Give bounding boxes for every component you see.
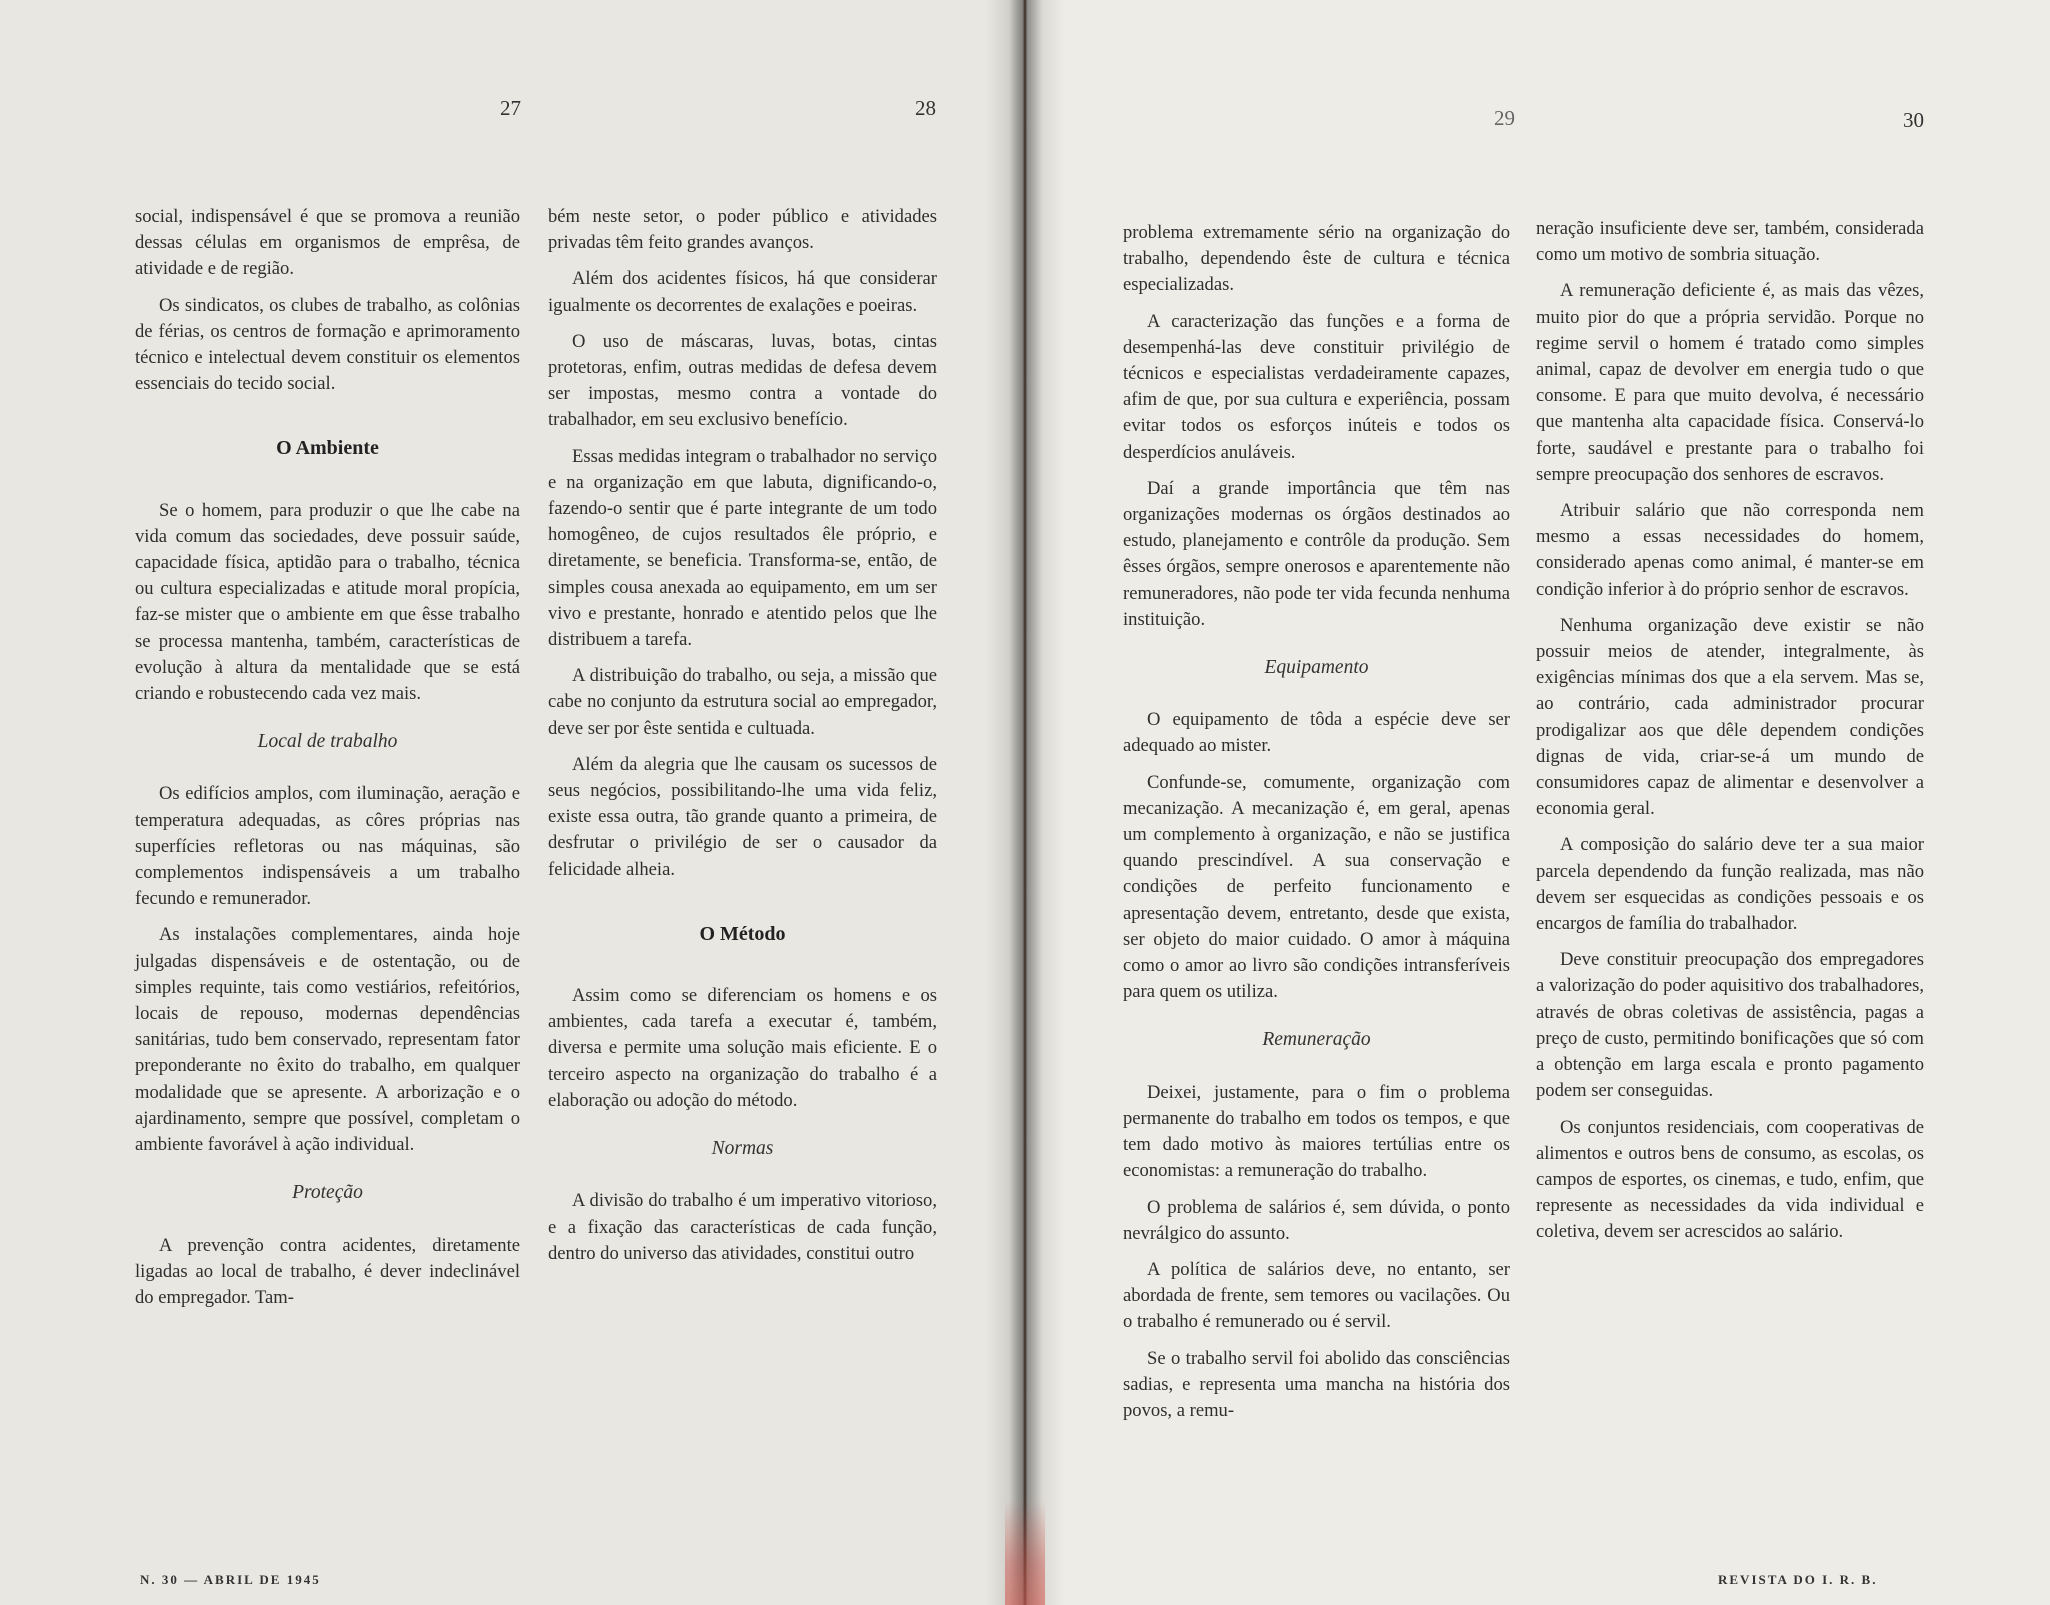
column-page-30 <box>1536 216 1924 1256</box>
book-gutter <box>985 0 1065 1605</box>
column-page-27 <box>135 204 520 1321</box>
subheading-local-de-trabalho: Local de trabalho <box>257 731 398 753</box>
paragraph: problema extremamente sério na organização do trabalho, dependendo êste de cultura e técnica especializadas. <box>1123 222 1510 296</box>
paragraph: social, indispensável é que se promova a reunião dessas células em organismos de emprêsa, de atividade e de região. <box>135 206 520 280</box>
paragraph: Nenhuma organização deve existir se não possuir meios de atender, integralmente, às exigências mínimas dos que a ela servem. Mas se, ao contrário, cada administrador procurar prodigalizar aos que dêle dependem condições dignas de vida, criar-se-á um mundo de consumidores capaz de alimentar e desenvolver a economia geral. <box>1536 614 1924 820</box>
paragraph: Além da alegria que lhe causam os sucessos de seus negócios, possibilitando-lhe uma vida feliz, existe essa outra, tão grande quanto a primeira, de desfrutar o privilégio de ser o causador da felicidade alheia. <box>548 753 937 880</box>
section-heading-ambiente: O Ambiente <box>276 437 379 460</box>
page-number-27: 27 <box>500 96 521 120</box>
paragraph: bém neste setor, o poder público e atividades privadas têm feito grandes avanços. <box>548 206 937 254</box>
subheading-remuneracao: Remuneração <box>1262 1029 1371 1051</box>
paragraph: Deve constituir preocupação dos empregadores a valorização do poder aquisitivo dos trabalhadores, através de obras coletivas de assistência, pagas a preço de custo, permitindo bonificações que só com a obtenção em larga escala e pronto pagamento podem ser conseguidas. <box>1536 949 1924 1102</box>
paragraph: O problema de salários é, sem dúvida, o ponto nevrálgico do assunto. <box>1123 1196 1510 1244</box>
paragraph: A caracterização das funções e a forma de desempenhá-las deve constituir privilégio de técnicos e especialistas verdadeiramente capazes, afim de que, por sua cultura e experiência, possam evitar todos os esforços inúteis e todos os desperdícios anuláveis. <box>1123 310 1510 463</box>
paragraph: Assim como se diferenciam os homens e os ambientes, cada tarefa a executar é, também, diversa e permite uma solução mais eficiente. E o terceiro aspecto na organização do trabalho é a elaboração ou adoção do método. <box>548 985 937 1111</box>
column-page-28 <box>548 204 937 1277</box>
paragraph: Se o trabalho servil foi abolido das consciências sadias, e representa uma mancha na história dos povos, a remu- <box>1123 1347 1510 1421</box>
paragraph: A distribuição do trabalho, ou seja, a missão que cabe no conjunto da estrutura social ao empregador, deve ser por êste sentida e cultuada. <box>548 665 937 739</box>
footer-issue-date: N. 30 — ABRIL DE 1945 <box>140 1572 321 1587</box>
paragraph: Daí a grande importância que têm nas organizações modernas os órgãos destinados ao estudo, planejamento e contrôle da produção. Sem êsses órgãos, sempre onerosos e aparentemente não remuneradores, não pode ter vida fecunda nenhuma instituição. <box>1123 477 1510 630</box>
paragraph: O uso de máscaras, luvas, botas, cintas protetoras, enfim, outras medidas de defesa devem ser impostas, mesmo contra a vontade do trabalhador, em seu exclusivo benefício. <box>548 330 937 431</box>
paragraph: A política de salários deve, no entanto, ser abordada de frente, sem temores ou vacilações. Ou o trabalho é remunerado ou é servil. <box>1123 1258 1510 1333</box>
section-heading-metodo: O Método <box>699 922 786 945</box>
paragraph: Se o homem, para produzir o que lhe cabe na vida comum das sociedades, deve possuir saúde, capacidade física, aptidão para o trabalho, técnica ou cultura especializadas e atitude moral propícia, faz-se mister que o ambiente em que êsse trabalho se processa mantenha, também, características de evolução à altura da mentalidade que se está criando e robustecendo cada vez mais. <box>135 499 520 705</box>
column-page-29 <box>1123 220 1510 1434</box>
paragraph: A prevenção contra acidentes, diretamente ligadas ao local de trabalho, é dever indeclinável do empregador. Tam- <box>135 1234 520 1308</box>
paragraph: A divisão do trabalho é um imperativo vitorioso, e a fixação das características de cada função, dentro do universo das atividades, constitui outro <box>548 1190 937 1264</box>
page-number-28: 28 <box>915 96 936 120</box>
paragraph: Os conjuntos residenciais, com cooperativas de alimentos e outros bens de consumo, as escolas, os campos de esportes, os cinemas, e tudo, enfim, que represente as necessidades da vida individual e coletiva, devem ser acrescidos ao salário. <box>1536 1116 1924 1243</box>
paragraph: Confunde-se, comumente, organização com mecanização. A mecanização é, em geral, apenas um complemento à organização, e não se justifica quando prescindível. A sua conservação e condições de perfeito funcionamento e apresentação devem, entretanto, desde que exista, ser objeto do maior cuidado. O amor à máquina como o amor ao livro são condições intransferíveis para quem os utiliza. <box>1123 771 1510 1003</box>
paragraph: As instalações complementares, ainda hoje julgadas dispensáveis e de ostentação, ou de simples requinte, tais como vestiários, refeitórios, locais de repouso, modernas dependências sanitárias, tudo bem conservado, representam fator preponderante no êxito do trabalho, em qualquer modalidade que se apresente. A arborização e o ajardinamento, sempre que possível, completam o ambiente favorável à ação individual. <box>135 924 520 1156</box>
subheading-protecao: Proteção <box>292 1182 363 1204</box>
paragraph: Deixei, justamente, para o fim o problema permanente do trabalho em todos os tempos, e que tem dado motivo às maiores tertúlias entre os economistas: a remuneração do trabalho. <box>1123 1081 1510 1182</box>
subheading-equipamento: Equipamento <box>1264 657 1369 679</box>
paragraph: neração insuficiente deve ser, também, considerada como um motivo de sombria situação. <box>1536 218 1924 266</box>
footer-journal-title: REVISTA DO I. R. B. <box>1718 1572 1878 1587</box>
paragraph: Além dos acidentes físicos, há que considerar igualmente os decorrentes de exalações e poeiras. <box>548 268 937 316</box>
paragraph: Os edifícios amplos, com iluminação, aeração e temperatura adequadas, as côres próprias nas superfícies refletoras ou nas máquinas, são complementos indispensáveis a um trabalho fecundo e remunerador. <box>135 783 520 910</box>
paragraph: A composição do salário deve ter a sua maior parcela dependendo da função realizada, mas não devem ser esquecidas as condições pessoais e os encargos de família do trabalhador. <box>1536 834 1924 935</box>
paragraph: Essas medidas integram o trabalhador no serviço e na organização em que labuta, dignificando-o, fazendo-o sentir que é parte integrante de um todo homogêneo, de cujos resultados êle próprio, e diretamente, se beneficia. Transforma-se, então, de simples cousa anexada ao equipamento, em um ser vivo e prestante, honrado e atentido pelos que lhe distribuem a tarefa. <box>548 445 937 651</box>
paragraph: Atribuir salário que não corresponda nem mesmo a essas necessidades do homem, considerado apenas como animal, é manter-se em condição inferior à do próprio senhor de escravos. <box>1536 500 1924 600</box>
page-number-29: 29 <box>1494 106 1515 130</box>
page-number-30: 30 <box>1903 108 1924 132</box>
subheading-normas: Normas <box>711 1138 774 1160</box>
paragraph: Os sindicatos, os clubes de trabalho, as colônias de férias, os centros de formação e aprimoramento técnico e intelectual devem constituir os elementos essenciais do tecido social. <box>135 294 520 395</box>
paragraph: O equipamento de tôda a espécie deve ser adequado ao mister. <box>1123 709 1510 757</box>
gutter-stain <box>1005 1500 1045 1605</box>
paragraph: A remuneração deficiente é, as mais das vêzes, muito pior do que a própria servidão. Porque no regime servil o homem é tratado como simples animal, capaz de devolver em energia tudo o que consome. E para que muito devolva, é necessário que mantenha alta capacidade física. Conservá-lo forte, saudável e prestante para o trabalho foi sempre preocupação dos senhores de escravos. <box>1536 280 1924 485</box>
